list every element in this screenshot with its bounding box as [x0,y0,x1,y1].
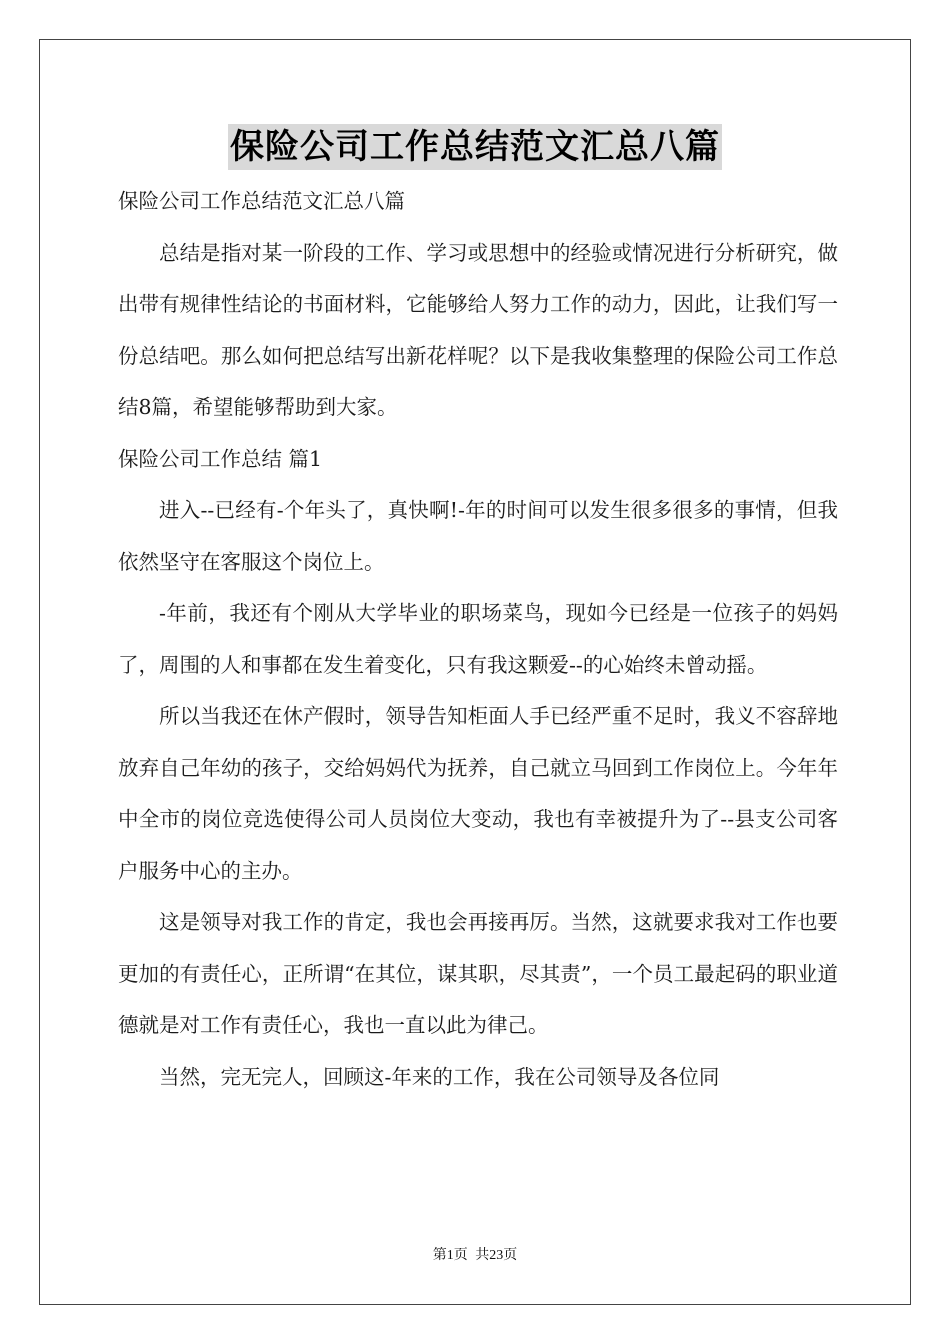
document-title: 保险公司工作总结范文汇总八篇 [228,124,722,170]
paragraph: 总结是指对某一阶段的工作、学习或思想中的经验或情况进行分析研究，做出带有规律性结论的书面材料，它能够给人努力工作的动力，因此，让我们写一份总结吧。那么如何把总结写出新花样呢？以下是我收集整理的保险公司工作总结8篇，希望能够帮助到大家。 [118,240,838,419]
page-total: 共23页 [475,1248,518,1263]
paragraph: 进入--已经有-个年头了，真快啊!-年的时间可以发生很多很多的事情，但我依然坚守在客服这个岗位上。 [118,498,838,574]
paragraph: -年前，我还有个刚从大学毕业的职场菜鸟，现如今已经是一位孩子的妈妈了，周围的人和事都在发生着变化，只有我这颗爱--的心始终未曾动摇。 [118,601,838,677]
paragraph: 所以当我还在休产假时，领导告知柜面人手已经严重不足时，我义不容辞地放弃自己年幼的孩子，交给妈妈代为抚养，自己就立马回到工作岗位上。今年年中全市的岗位竞选使得公司人员岗位大变动，我也有幸被提升为了--县支公司客户服务中心的主办。 [118,704,838,883]
section-heading: 保险公司工作总结 篇1 [118,446,323,471]
paragraph: 当然，完无完人，回顾这-年来的工作，我在公司领导及各位同 [159,1064,720,1089]
paragraph: 这是领导对我工作的肯定，我也会再接再厉。当然，这就要求我对工作也要更加的有责任心，正所谓“在其位，谋其职，尽其责”，一个员工最起码的职业道德就是对工作有责任心，我也一直以此为律己。 [118,910,838,1037]
page-footer [0,1244,950,1264]
paragraph: 保险公司工作总结范文汇总八篇 [118,189,405,213]
document-body [118,176,838,1103]
title-container [0,124,950,170]
page-number: 第1页 [432,1248,468,1263]
